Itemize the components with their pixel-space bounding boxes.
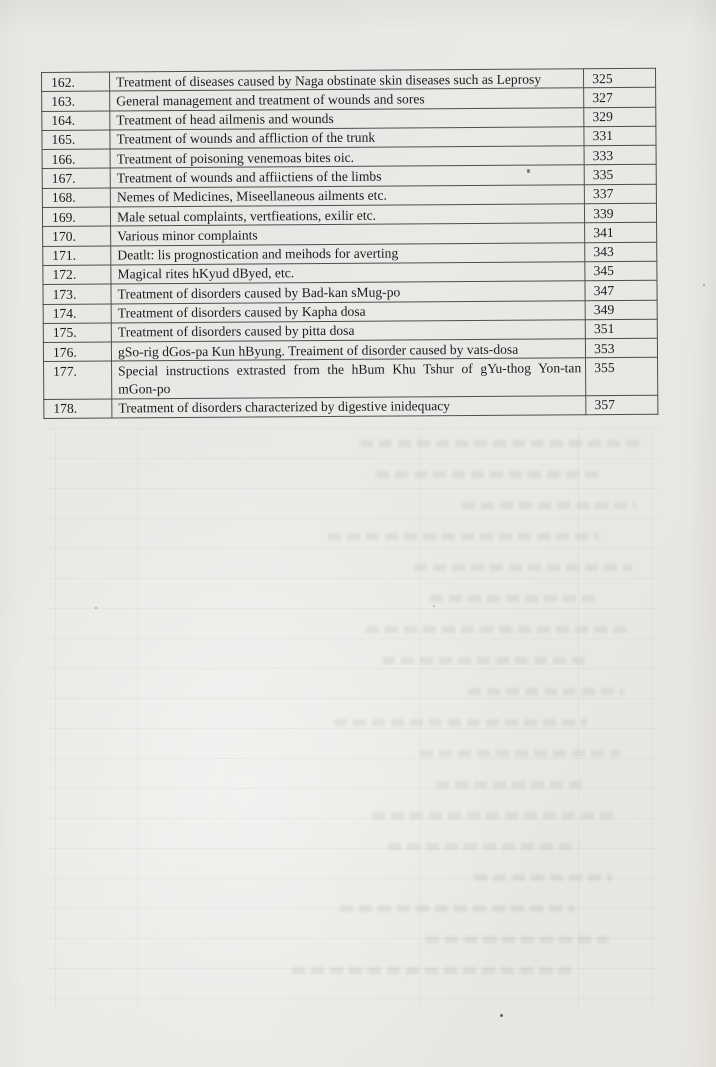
entry-number-cell: 164. bbox=[42, 111, 110, 131]
contents-table-body bbox=[42, 68, 658, 418]
entry-number-cell: 165. bbox=[42, 130, 110, 150]
bleed-through-text-row bbox=[430, 595, 595, 602]
bleed-through-line bbox=[578, 428, 579, 1008]
entry-title-cell: Male setual complaints, vertfieations, exilir etc. bbox=[111, 204, 585, 227]
scan-speck bbox=[703, 284, 705, 286]
entry-number-cell: 174. bbox=[43, 304, 111, 324]
entry-page-cell: 349 bbox=[585, 300, 657, 320]
entry-title-cell: Treatment of disorders caused by Kapha dosa bbox=[111, 300, 585, 323]
bleed-through-text-row bbox=[414, 564, 632, 571]
bleed-through-line bbox=[137, 428, 138, 1008]
entry-page-cell: 337 bbox=[584, 184, 656, 204]
entry-title-cell: gSo-rig dGos-pa Kun hByung. Treaiment of disorder caused by vats-dosa bbox=[111, 339, 585, 362]
bleed-through-text-row bbox=[328, 533, 599, 540]
entry-page-cell: 329 bbox=[584, 107, 656, 127]
entry-number-cell: 178. bbox=[44, 399, 112, 419]
entry-page-cell: 343 bbox=[585, 242, 657, 262]
scan-speck bbox=[95, 607, 97, 609]
entry-number-cell: 172. bbox=[43, 265, 111, 285]
entry-page-cell: 345 bbox=[585, 261, 657, 281]
entry-title-cell: Special instructions extrasted from the hBum Khu Tshur of gYu-thog Yon-tan mGon-po bbox=[112, 358, 586, 398]
entry-title-cell: Treatment of wounds and affiictiens of the limbs bbox=[110, 165, 584, 188]
bleed-through-text-row bbox=[334, 719, 587, 726]
entry-number-cell: 175. bbox=[43, 323, 111, 343]
entry-number-cell: 173. bbox=[43, 284, 111, 304]
bleed-through-text-row bbox=[426, 936, 608, 943]
entry-number-cell: 170. bbox=[43, 226, 111, 246]
entry-page-cell: 339 bbox=[585, 203, 657, 223]
entry-page-cell: 353 bbox=[586, 338, 658, 358]
bleed-through-text-row bbox=[340, 905, 575, 912]
entry-number-cell: 168. bbox=[42, 188, 110, 208]
entry-title-cell: Treatment of diseases caused by Naga obstinate skin diseases such as Leprosy bbox=[110, 69, 584, 92]
entry-number-cell: 162. bbox=[42, 72, 110, 92]
entry-title-cell: Various minor complaints bbox=[111, 223, 585, 246]
contents-table bbox=[41, 68, 658, 419]
entry-title-cell: Treatment of disorders characterized by digestive inidequacy bbox=[112, 395, 586, 418]
table-row bbox=[44, 395, 658, 419]
entry-number-cell: 167. bbox=[42, 169, 110, 189]
bleed-through-text-row bbox=[462, 502, 636, 509]
entry-number-cell: 171. bbox=[43, 246, 111, 266]
entry-page-cell: 331 bbox=[584, 126, 656, 146]
bleed-through-text-row bbox=[382, 657, 591, 664]
bleed-through-text-row bbox=[420, 750, 620, 757]
bleed-through-text-row bbox=[366, 626, 628, 633]
entry-page-cell: 355 bbox=[586, 358, 658, 396]
bleed-through-line bbox=[652, 428, 653, 1008]
scan-speck bbox=[433, 605, 435, 607]
entry-title-cell: Treatment of disorders caused by Bad-kan sMug-po bbox=[111, 281, 585, 304]
entry-title-cell: Treatment of poisoning venemoas bites oic. bbox=[110, 146, 584, 169]
bleed-through-text-row bbox=[468, 688, 624, 695]
entry-number-cell: 176. bbox=[43, 342, 111, 362]
entry-page-cell: 327 bbox=[584, 88, 656, 108]
bleed-through-text-row bbox=[388, 843, 579, 850]
entry-title-cell: Magical rites hKyud dByed, etc. bbox=[111, 262, 585, 285]
entry-page-cell: 357 bbox=[586, 395, 658, 415]
bleed-through-line bbox=[55, 428, 56, 1008]
bleed-through-text-row bbox=[372, 812, 616, 819]
bleed-through-line bbox=[420, 428, 421, 1008]
entry-title-cell: Nemes of Medicines, Miseellaneous ailments etc. bbox=[110, 184, 584, 207]
bleed-through-grid bbox=[48, 428, 660, 1010]
entry-page-cell: 335 bbox=[584, 165, 656, 185]
entry-title-cell: Deatlt: lis prognostication and meihods for averting bbox=[111, 242, 585, 265]
entry-number-cell: 163. bbox=[42, 91, 110, 111]
entry-page-cell: 333 bbox=[584, 145, 656, 165]
entry-number-cell: 169. bbox=[42, 207, 110, 227]
table-row bbox=[44, 358, 658, 399]
bleed-through-text-row bbox=[474, 874, 612, 881]
entry-page-cell: 347 bbox=[585, 280, 657, 300]
entry-number-cell: 166. bbox=[42, 149, 110, 169]
bleed-through-text-row bbox=[436, 781, 583, 788]
entry-title-cell: Treatment of head ailmenis and wounds bbox=[110, 107, 584, 130]
bleed-through-text-row bbox=[292, 967, 571, 974]
entry-number-cell: 177. bbox=[44, 361, 112, 399]
entry-page-cell: 341 bbox=[585, 223, 657, 243]
scan-speck bbox=[500, 1014, 503, 1017]
entry-title-cell: General management and treatment of wounds and sores bbox=[110, 88, 584, 111]
bleed-through-text-row bbox=[360, 440, 640, 447]
entry-page-cell: 351 bbox=[585, 319, 657, 339]
entry-title-cell: Treatment of wounds and affliction of the trunk bbox=[110, 127, 584, 150]
entry-title-cell: Treatment of disorders caused by pitta dosa bbox=[111, 320, 585, 343]
entry-page-cell: 325 bbox=[584, 68, 656, 88]
bleed-through-text-row bbox=[376, 471, 603, 478]
